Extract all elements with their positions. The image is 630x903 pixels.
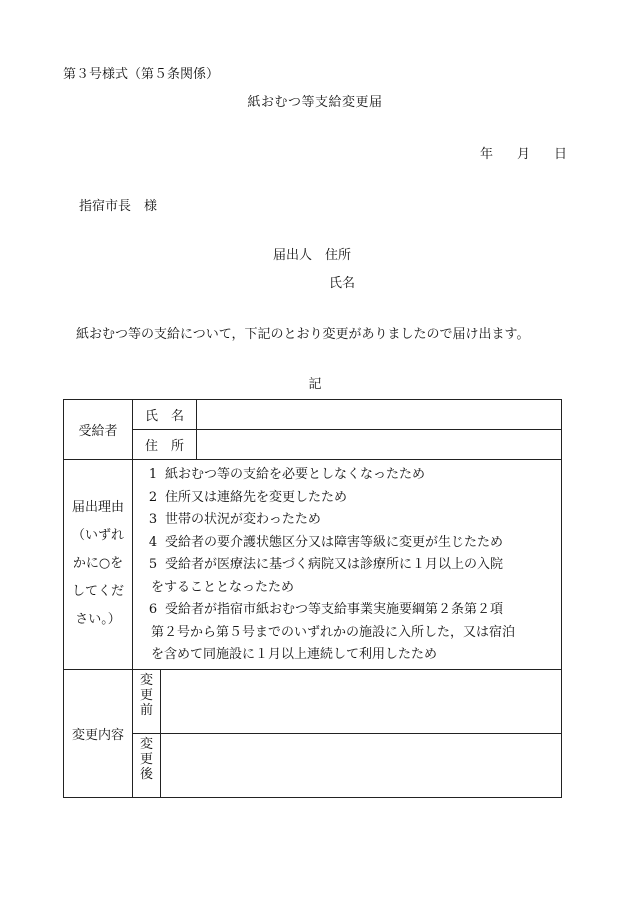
after-char: 更 <box>139 751 153 767</box>
after-char: 後 <box>139 766 153 782</box>
document-title: 紙おむつ等支給変更届 <box>247 95 383 110</box>
date-month: 月 <box>516 147 530 162</box>
statement-text: 紙おむつ等の支給について，下記のとおり変更がありましたので届け出ます。 <box>76 327 530 342</box>
reason-option-5[interactable] <box>141 554 555 599</box>
reason-head-line: 届出理由 <box>71 500 124 516</box>
reason-option-2[interactable] <box>141 487 555 510</box>
reason-option-6[interactable] <box>141 599 555 667</box>
reason-number: 5 <box>148 557 158 572</box>
reason-text: 世帯の状況が変わったため <box>165 512 321 527</box>
reason-text: 受給者が指宿市紙おむつ等支給事業実施要綱第２条第２項 <box>165 602 504 617</box>
after-char: 変 <box>139 736 153 752</box>
reason-number: 3 <box>148 512 158 527</box>
date-year: 年 <box>479 147 493 162</box>
reason-option-4[interactable] <box>141 532 555 555</box>
date-line <box>480 147 567 163</box>
addressee: 指宿市長 様 <box>79 199 158 214</box>
address-label: 住所 <box>325 248 352 263</box>
applicant-name-label: 氏名 <box>329 276 356 291</box>
ki-heading: 記 <box>308 377 322 392</box>
reason-head-line: してくだ <box>71 584 124 600</box>
reason-number: 1 <box>148 467 158 482</box>
reason-head-line: さい。） <box>75 612 121 628</box>
before-change-label <box>133 669 161 733</box>
after-change-field[interactable] <box>161 733 562 797</box>
form-number-label: 第３号様式（第５条関係） <box>63 67 220 82</box>
reason-number: 4 <box>148 534 158 550</box>
reason-option-1[interactable] <box>141 464 555 487</box>
reason-text: 受給者が医療法に基づく病院又は診療所に１月以上の入院 <box>165 557 504 572</box>
reason-number: 2 <box>148 489 158 505</box>
recipient-name-label: 氏 名 <box>133 400 197 430</box>
applicant-address-label <box>273 248 351 264</box>
reason-header <box>64 460 133 670</box>
form-table <box>63 399 562 798</box>
reason-option-3[interactable] <box>141 509 555 532</box>
reason-text-cont: を含めて同施設に１月以上連続して利用したため <box>151 647 438 662</box>
reason-text-cont: をすることとなったため <box>151 579 295 595</box>
reason-text-cont: 第２号から第５号までのいずれかの施設に入所した，又は宿泊 <box>151 624 516 640</box>
reason-head-line: （いずれ <box>71 528 124 544</box>
recipient-name-field[interactable] <box>197 400 562 430</box>
reason-number: 6 <box>148 602 158 617</box>
recipient-header: 受給者 <box>64 400 133 460</box>
after-change-label <box>133 733 161 797</box>
before-char: 前 <box>139 702 153 718</box>
reason-head-line: かに○を <box>72 556 124 572</box>
applicant-label: 届出人 <box>273 248 313 263</box>
recipient-address-label: 住 所 <box>133 430 197 460</box>
recipient-address-field[interactable] <box>197 430 562 460</box>
reason-text: 住所又は連絡先を変更したため <box>165 489 348 505</box>
date-day: 日 <box>553 147 567 162</box>
before-char: 変 <box>139 672 153 688</box>
reason-options <box>133 460 562 670</box>
reason-text: 受給者の要介護状態区分又は障害等級に変更が生じたため <box>165 534 504 550</box>
before-char: 更 <box>139 687 153 703</box>
before-change-field[interactable] <box>161 669 562 733</box>
reason-text: 紙おむつ等の支給を必要としなくなったため <box>165 467 426 482</box>
change-content-header: 変更内容 <box>64 669 133 797</box>
